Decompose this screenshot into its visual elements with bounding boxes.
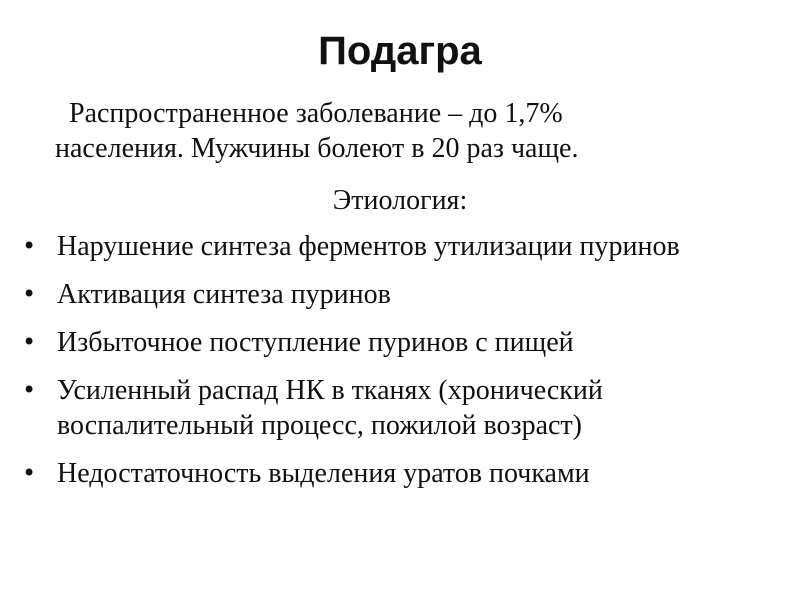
list-item-text: Недостаточность выделения уратов почками (57, 458, 590, 489)
intro-line-1: Распространенное заболевание – до 1,7% (69, 98, 563, 129)
bullet-icon: • (22, 232, 37, 260)
bullet-icon: • (22, 459, 37, 487)
etiology-heading: Этиология: (332, 185, 468, 216)
bullet-icon: • (22, 376, 37, 404)
list-item (22, 325, 782, 360)
bullet-icon: • (22, 328, 37, 356)
intro-paragraph (55, 96, 775, 166)
list-item-text: Нарушение синтеза ферментов утилизации пуринов (57, 231, 680, 262)
list-item (22, 229, 782, 264)
list-item-text: Избыточное поступление пуринов с пищей (57, 327, 574, 358)
slide-title: Подагра (318, 29, 482, 73)
list-item (22, 456, 782, 491)
intro-line-2: населения. Мужчины болеют в 20 раз чаще. (55, 133, 579, 164)
etiology-list (22, 229, 782, 504)
list-item (22, 373, 782, 443)
list-item-text: Активация синтеза пуринов (57, 279, 391, 310)
bullet-icon: • (22, 280, 37, 308)
list-item-text: Усиленный распад НК в тканях (хронический воспалительный процесс, пожилой возраст) (57, 375, 603, 441)
list-item (22, 277, 782, 312)
